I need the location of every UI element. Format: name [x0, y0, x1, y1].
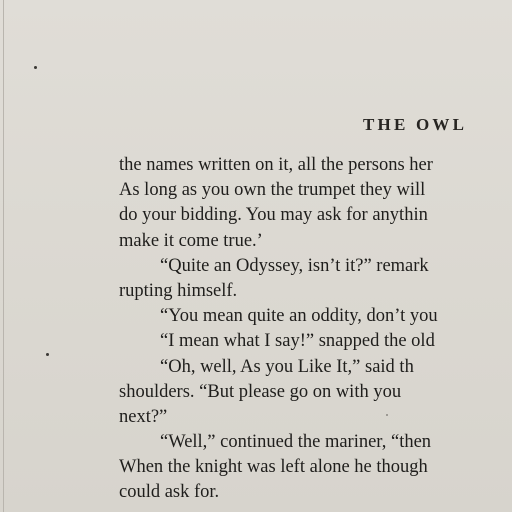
text-line: could ask for.	[119, 482, 220, 503]
paragraph-line: “Quite an Odyssey, isn’t it?” remark	[160, 255, 429, 276]
text-line: make it come true.’	[119, 230, 263, 251]
text-line: do your bidding. You may ask for anythin	[119, 205, 428, 226]
ink-speck	[46, 353, 49, 356]
page-edge	[3, 0, 4, 512]
text-line: When the knight was left alone he though	[119, 457, 428, 478]
text-line: shoulders. “But please go on with you	[119, 381, 402, 402]
body-text	[119, 153, 512, 506]
text-line: next?”	[119, 406, 168, 427]
paragraph-line: “You mean quite an oddity, don’t you	[160, 306, 438, 327]
running-head: THE OWL	[363, 115, 468, 134]
paragraph-line: “Well,” continued the mariner, “then	[160, 432, 432, 453]
paragraph-line: “Oh, well, As you Like It,” said th	[160, 356, 414, 377]
paragraph-line: “I mean what I say!” snapped the old	[160, 331, 435, 352]
text-line: As long as you own the trumpet they will	[119, 180, 426, 201]
text-line: rupting himself.	[119, 280, 238, 301]
text-line: the names written on it, all the persons her	[119, 155, 433, 175]
ink-speck	[34, 66, 37, 69]
